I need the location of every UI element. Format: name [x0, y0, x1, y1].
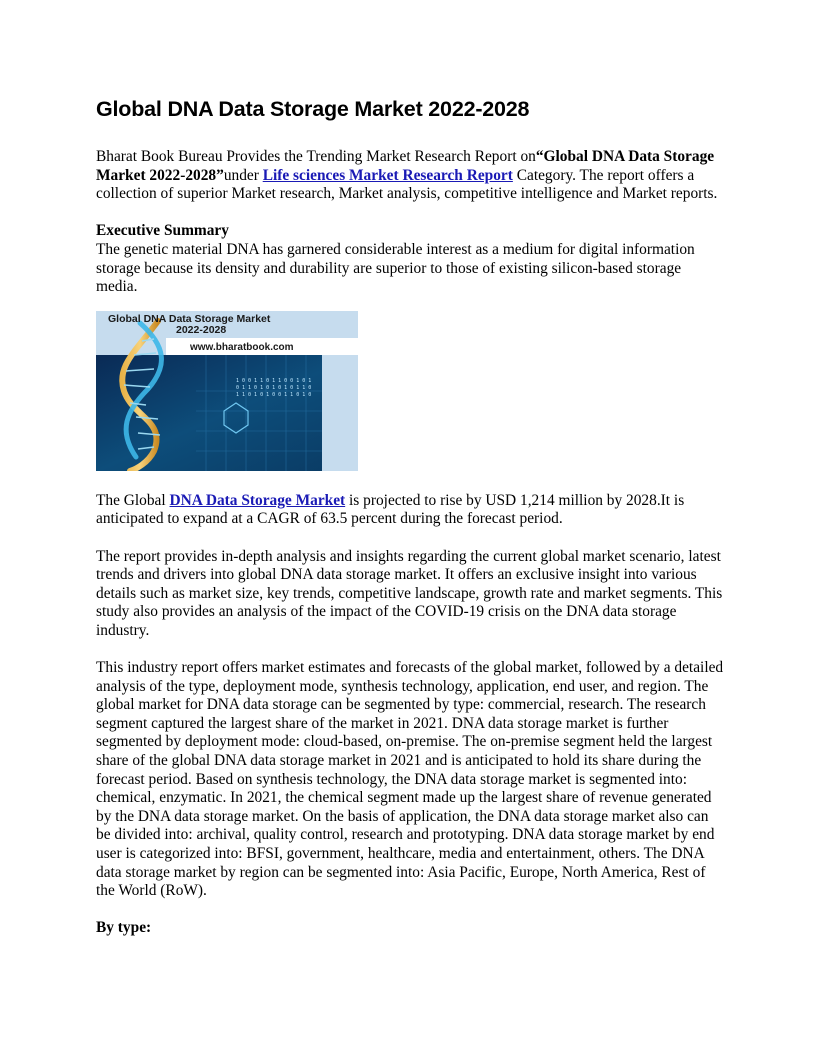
binary-row-3: 1 1 0 1 0 1 0 0 1 1 0 1 0 — [236, 391, 312, 398]
intro-text: Bharat Book Bureau Provides the Trending Market Research Report on — [96, 148, 536, 165]
intro-paragraph — [96, 148, 724, 204]
executive-summary-heading — [96, 222, 724, 241]
document-title: Global DNA Data Storage Market 2022-2028 — [96, 97, 530, 121]
executive-summary-text: The genetic material DNA has garnered considerable interest as a medium for digital information storage because its density and durability are superior to those of existing silicon-based storage media. — [96, 240, 695, 296]
by-type-label: By type: — [96, 919, 152, 937]
binary-row-1: 1 0 0 1 1 0 1 1 0 0 1 0 1 — [236, 377, 312, 384]
report-paragraph: The report provides in-depth analysis and insights regarding the current global market scenario, latest trends and drivers into global DNA data storage market. It offers an exclusive insight into various details such as market size, key trends, competitive landscape, growth rate and market segments. This study also provides an analysis of the impact of the COVID-19 crisis on the DNA data storage industry. — [96, 547, 723, 639]
dna-illustration — [96, 311, 358, 471]
document-page — [96, 96, 724, 938]
market-text-rest: is projected to rise by USD 1,214 million by 2028.It is anticipated to expand at a CAGR of 63.5 percent during the forecast period. — [96, 491, 685, 528]
market-paragraph — [96, 492, 724, 529]
binary-row-2: 0 1 1 0 1 0 1 0 1 0 1 1 0 — [236, 384, 312, 391]
dna-data-storage-market-link[interactable]: DNA Data Storage Market — [169, 491, 346, 509]
figure-url: www.bharatbook.com — [190, 341, 294, 353]
executive-summary-label: Executive Summary — [96, 222, 229, 240]
industry-paragraph: This industry report offers market estimates and forecasts of the global market, followed by a detailed analysis of the type, deployment mode, synthesis technology, application, end user, and region. The global market for DNA data storage can be segmented by type: commercial, research. The research segment captured the largest share of the market in 2021. DNA data storage market is further segmented by deployment mode: cloud-based, on-premise. The on-premise segment held the largest share of the global DNA data storage market in 2021 and is anticipated to hold its share during the forecast period. Based on synthesis technology, the DNA data storage market is segmented into: chemical, enzymatic. In 2021, the chemical segment made up the largest share of revenue generated by the DNA data storage market. On the basis of application, the DNA data storage market also can be divided into: archival, quality control, research and prototyping. DNA data storage market by end user is categorized into: BFSI, government, healthcare, media and entertainment, others. The DNA data storage market by region can be segmented into: Asia Pacific, Europe, North America, Rest of the World (RoW). — [96, 659, 724, 900]
intro-text-under: under — [223, 166, 263, 184]
intro-text-rest: Category. The report offers a collection of superior Market research, Market analysis, competitive intelligence and Market reports. — [96, 166, 718, 203]
market-text-start: The Global — [96, 491, 170, 509]
figure-title-line1: Global DNA Data Storage Market — [108, 312, 271, 325]
figure-title-line2: 2022-2028 — [176, 323, 227, 336]
life-sciences-link[interactable]: Life sciences Market Research Report — [262, 166, 513, 184]
intro-report-title: “Global DNA Data Storage Market 2022-2028” — [96, 148, 715, 184]
by-type-heading — [96, 919, 724, 938]
report-cover-image — [96, 311, 358, 471]
